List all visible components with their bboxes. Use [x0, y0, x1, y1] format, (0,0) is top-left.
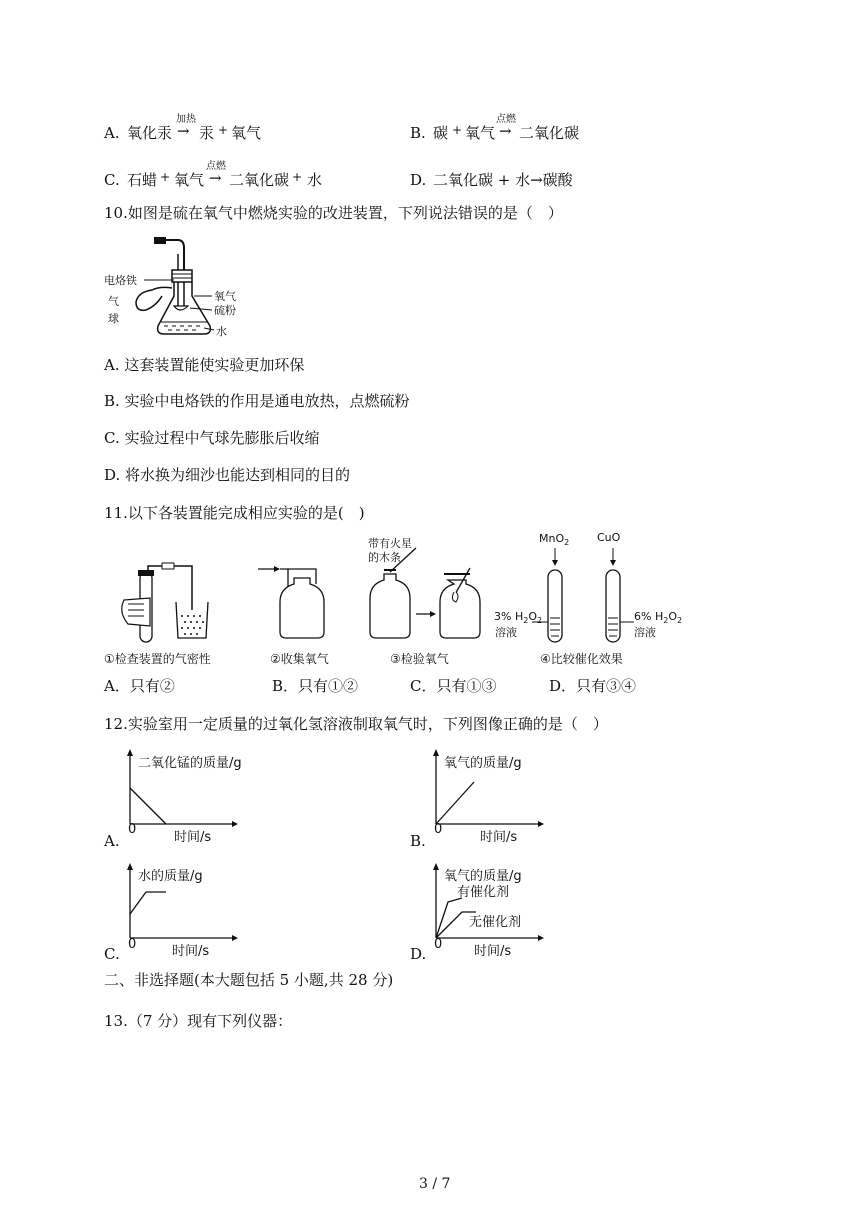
arrow: → — [499, 122, 512, 140]
option-text: 二氧化碳 + 水→碳酸 — [433, 171, 573, 189]
reaction-condition: 点燃 — [496, 114, 516, 125]
q11-option-c: C．只有①③ — [410, 677, 497, 695]
graph-d-xlabel: 时间/s — [474, 944, 512, 959]
caption-3: ③检验氧气 — [390, 652, 449, 666]
graph-c-letter: C. — [104, 945, 120, 963]
label-glowing-stick: 的木条 — [368, 551, 401, 564]
reaction-condition: 点燃 — [206, 161, 226, 172]
plus-sign: + — [452, 123, 463, 137]
product: 氧气 — [231, 124, 262, 142]
arrow: → — [177, 122, 190, 140]
product: 水 — [307, 171, 323, 189]
graph-a-ylabel: 二氧化锰的质量/g — [138, 756, 242, 771]
graph-d-line2-label: 无催化剂 — [469, 915, 522, 930]
caption-2: ②收集氧气 — [270, 652, 329, 666]
label-glowing-stick: 带有火星 — [368, 537, 412, 550]
graph-d-line1-label: 有催化剂 — [457, 885, 510, 900]
q13-stem: 13.（7 分）现有下列仪器： — [104, 1012, 293, 1030]
graph-b-origin: 0 — [434, 822, 443, 837]
reactant: 氧气 — [174, 171, 205, 189]
label-6pct-h2o2: 6% $H_2O_2$ — [634, 610, 683, 626]
product: 二氧化碳 — [229, 171, 290, 189]
q10-stem: 10.如图是硫在氧气中燃烧实验的改进装置，下列说法错误的是（ ） — [104, 204, 563, 222]
q10-option-c: C. 实验过程中气球先膨胀后收缩 — [104, 429, 320, 447]
reactant: 石蜡 — [127, 171, 158, 189]
q10-option-d: D. 将水换为细沙也能达到相同的目的 — [104, 466, 351, 484]
caption-1: ①检查装置的气密性 — [104, 652, 211, 666]
section-heading: 二、非选择题(本大题包括 5 小题,共 28 分) — [104, 971, 394, 989]
plus-sign: + — [160, 170, 171, 184]
q10-option-a: A. 这套装置能使实验更加环保 — [104, 356, 305, 374]
label-cuo: CuO — [597, 531, 621, 544]
option-label: D. — [410, 171, 427, 189]
q10-option-b: B. 实验中电烙铁的作用是通电放热，点燃硫粉 — [104, 392, 410, 410]
label-water: 水 — [216, 325, 227, 338]
graph-a-letter: A. — [104, 832, 120, 850]
option-label: C. — [104, 171, 120, 189]
graph-a-xlabel: 时间/s — [174, 830, 212, 845]
label-sulfur: 硫粉 — [214, 304, 236, 317]
q11-option-a: A．只有② — [104, 677, 175, 695]
label-solution: 溶液 — [495, 626, 517, 639]
label-solution: 溶液 — [634, 626, 656, 639]
plus-sign: + — [292, 170, 303, 184]
label-mno2: MnO$_2$ — [539, 532, 570, 548]
label-balloon: 气 — [108, 295, 119, 308]
graph-d-origin: 0 — [434, 937, 443, 952]
graph-a-origin: 0 — [128, 822, 137, 837]
q11-option-b: B．只有①② — [272, 677, 359, 695]
graph-b-letter: B. — [410, 832, 426, 850]
q10-apparatus-figure — [100, 234, 260, 342]
reaction-condition: 加热 — [176, 114, 196, 125]
label-balloon: 球 — [108, 312, 119, 325]
graph-b-xlabel: 时间/s — [480, 830, 518, 845]
option-label: A. — [104, 124, 120, 142]
page-number: 3 / 7 — [419, 1176, 451, 1192]
reactant: 氧气 — [465, 124, 496, 142]
arrow: → — [209, 169, 222, 187]
label-3pct-h2o2: 3% $H_2O_2$ — [494, 610, 543, 626]
graph-b-ylabel: 氧气的质量/g — [444, 756, 522, 771]
graph-c-ylabel: 水的质量/g — [138, 869, 203, 884]
q12-stem: 12.实验室用一定质量的过氧化氢溶液制取氧气时，下列图像正确的是（ ） — [104, 715, 608, 733]
product: 汞 — [199, 124, 215, 142]
graph-c-origin: 0 — [128, 937, 137, 952]
reactant: 碳 — [433, 124, 449, 142]
label-oxygen: 氧气 — [214, 290, 236, 303]
plus-sign: + — [218, 123, 229, 137]
option-label: B. — [410, 124, 426, 142]
graph-d-letter: D. — [410, 945, 427, 963]
graph-d-ylabel: 氧气的质量/g — [444, 869, 522, 884]
product: 二氧化碳 — [519, 124, 580, 142]
label-iron: 电烙铁 — [104, 274, 137, 287]
caption-4: ④比较催化效果 — [540, 652, 623, 666]
graph-c-xlabel: 时间/s — [172, 944, 210, 959]
q11-option-d: D．只有③④ — [549, 677, 637, 695]
q11-stem: 11.以下各装置能完成相应实验的是( ) — [104, 504, 365, 522]
reactant: 氧化汞 — [127, 124, 173, 142]
